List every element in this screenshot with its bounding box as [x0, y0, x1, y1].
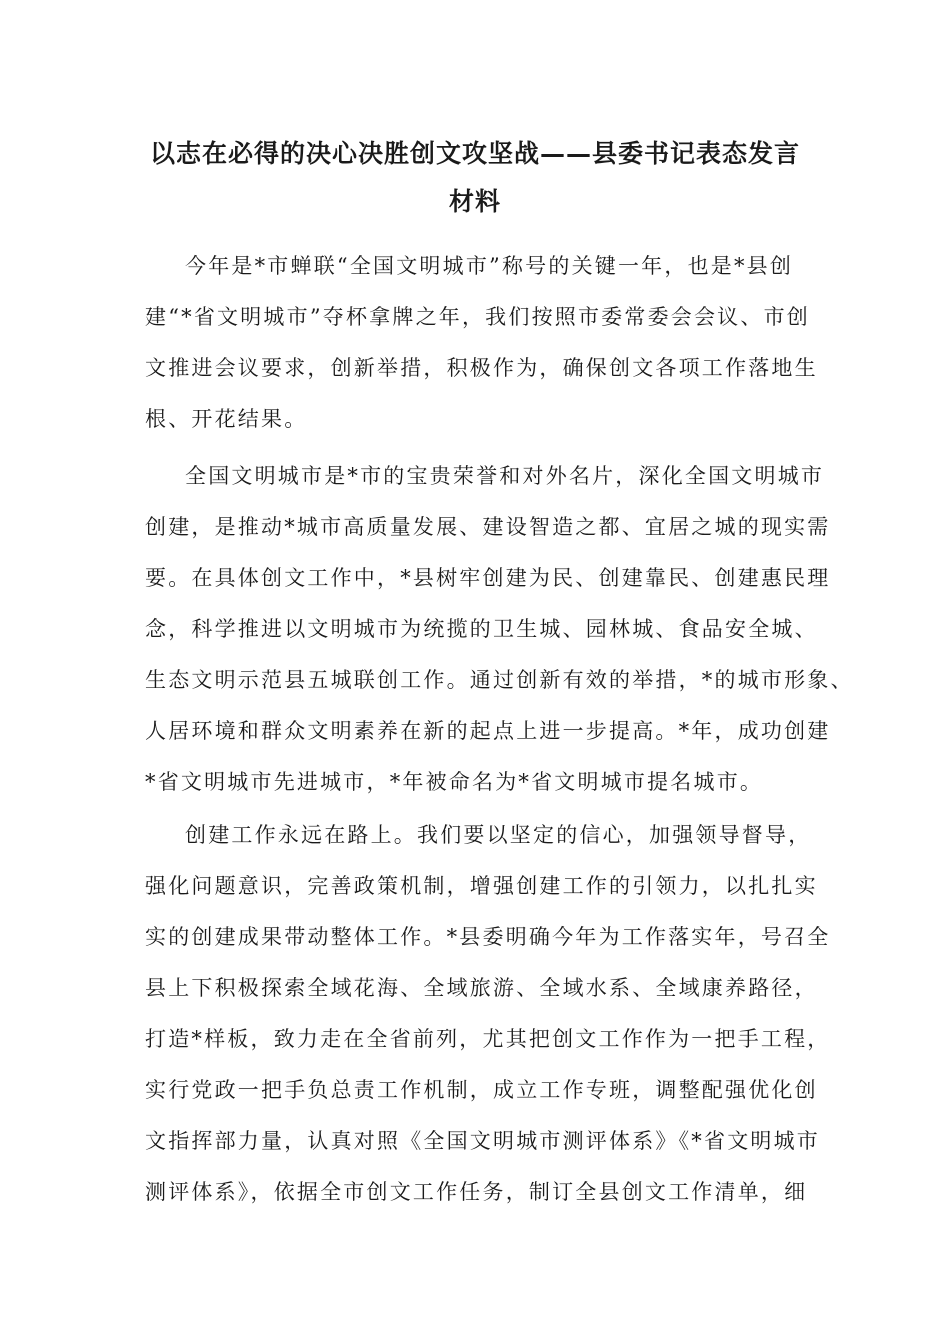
- paragraph-1: [145, 241, 818, 445]
- text-line: 文推进会议要求，创新举措，积极作为，确保创文各项工作落地生: [145, 356, 818, 380]
- text-line: 要。在具体创文工作中，*县树牢创建为民、创建靠民、创建惠民理: [145, 566, 831, 590]
- text-line: 文指挥部力量，认真对照《全国文明城市测评体系》《*省文明城市: [145, 1129, 820, 1153]
- document-title: 以志在必得的决心决胜创文攻坚战——县委书记表态发言: [149, 139, 800, 168]
- text-line: 创建，是推动*城市高质量发展、建设智造之都、宜居之城的现实需: [145, 515, 831, 539]
- text-line: 生态文明示范县五城联创工作。通过创新有效的举措，*的城市形象、: [145, 668, 854, 692]
- text-line: 县上下积极探索全域花海、全域旅游、全域水系、全域康养路径，: [145, 976, 818, 1000]
- text-line: 念，科学推进以文明城市为统揽的卫生城、园林城、食品安全城、: [145, 617, 818, 641]
- text-line: 强化问题意识，完善政策机制，增强创建工作的引领力，以扎扎实: [145, 874, 818, 898]
- text-line: 创建工作永远在路上。我们要以坚定的信心，加强领导督导，: [185, 823, 812, 847]
- text-line: *省文明城市先进城市，*年被命名为*省文明城市提名城市。: [145, 770, 764, 794]
- text-line: 建“*省文明城市”夺杯拿牌之年，我们按照市委常委会会议、市创: [145, 305, 810, 329]
- text-line: 根、开花结果。: [145, 407, 308, 431]
- document-title-continued: 材料: [448, 187, 501, 216]
- text-line: 人居环境和群众文明素养在新的起点上进一步提高。*年，成功创建: [145, 719, 831, 743]
- text-line: 今年是*市蝉联“全国文明城市”称号的关键一年，也是*县创: [185, 254, 794, 278]
- paragraph-3: [145, 810, 831, 1218]
- text-line: 全国文明城市是*市的宝贵荣誉和对外名片，深化全国文明城市: [185, 464, 825, 488]
- paragraph-2: [145, 451, 854, 808]
- text-line: 实行党政一把手负总责工作机制，成立工作专班，调整配强优化创: [145, 1078, 818, 1102]
- text-line: 实的创建成果带动整体工作。*县委明确今年为工作落实年，号召全: [145, 925, 831, 949]
- text-line: 测评体系》，依据全市创文工作任务，制订全县创文工作清单，细: [145, 1180, 808, 1204]
- text-line: 打造*样板，致力走在全省前列，尤其把创文工作作为一把手工程，: [145, 1027, 831, 1051]
